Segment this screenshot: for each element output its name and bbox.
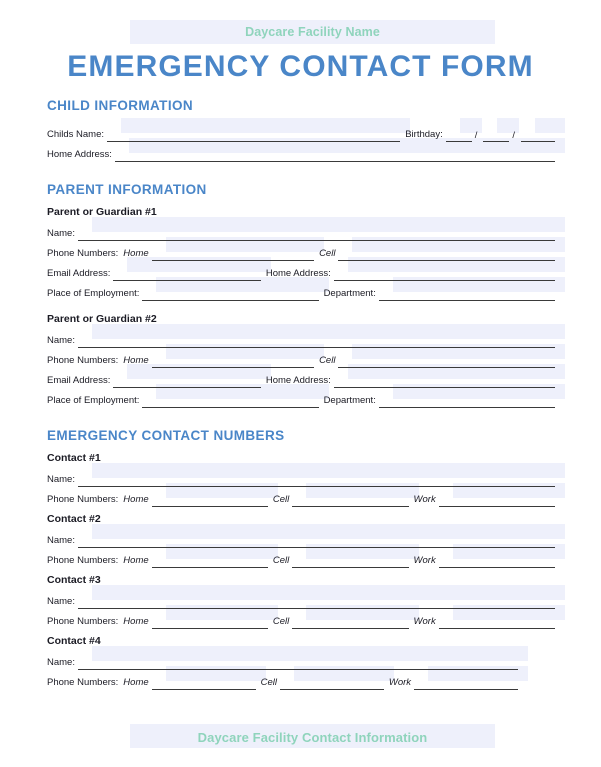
input-birthday-day[interactable] — [483, 129, 509, 142]
label-contact1-cell-phone: Cell — [272, 494, 290, 505]
label-parent1-email-address: Email Address: — [47, 268, 111, 279]
label-parent1-home-address: Home Address: — [265, 268, 331, 279]
label-parent2-cell-phone: Cell — [319, 355, 336, 366]
input-childs-name[interactable] — [107, 129, 400, 142]
label-parent1-name: Name: — [47, 228, 75, 239]
birthday-slash-2: / — [512, 130, 515, 141]
row-parent1-name — [47, 221, 555, 241]
input-child-home-address[interactable] — [115, 149, 555, 162]
input-contact1-name[interactable] — [78, 474, 555, 487]
row-child-home-address — [47, 142, 555, 162]
input-contact3-name[interactable] — [78, 596, 555, 609]
label-parent1-department: Department: — [323, 288, 376, 299]
input-parent1-cell-phone[interactable] — [338, 248, 555, 261]
label-contact4-cell-phone: Cell — [260, 677, 277, 688]
label-contact2-work-phone: Work — [413, 555, 436, 566]
input-parent1-place-of-employment[interactable] — [142, 288, 318, 301]
birthday-slash-1: / — [474, 130, 478, 141]
row-contact2-phones — [47, 548, 555, 568]
label-contact4-name: Name: — [47, 657, 75, 668]
label-parent2-department: Department: — [323, 395, 376, 406]
input-contact4-work-phone[interactable] — [414, 677, 518, 690]
input-parent2-home-phone[interactable] — [152, 355, 314, 368]
block-title-contact-1: Contact #1 — [47, 452, 101, 464]
label-contact1-home-phone: Home — [123, 494, 149, 505]
label-parent1-phone-numbers: Phone Numbers: — [47, 248, 119, 259]
input-parent1-department[interactable] — [379, 288, 555, 301]
label-parent1-home-phone: Home — [123, 248, 149, 259]
label-contact4-phone-numbers: Phone Numbers: — [47, 677, 119, 688]
block-title-contact-4: Contact #4 — [47, 635, 101, 647]
input-contact4-home-phone[interactable] — [152, 677, 256, 690]
form-content — [47, 98, 555, 690]
label-parent1-place-of-employment: Place of Employment: — [47, 288, 140, 299]
label-parent2-phone-numbers: Phone Numbers: — [47, 355, 119, 366]
label-parent2-place-of-employment: Place of Employment: — [47, 395, 140, 406]
label-parent2-email-address: Email Address: — [47, 375, 111, 386]
input-parent2-name[interactable] — [78, 335, 555, 348]
label-contact2-cell-phone: Cell — [272, 555, 290, 566]
input-contact1-home-phone[interactable] — [152, 494, 268, 507]
block-title-parent-1: Parent or Guardian #1 — [47, 206, 157, 218]
page-title: EMERGENCY CONTACT FORM — [67, 50, 534, 83]
label-birthday: Birthday: — [405, 129, 443, 140]
input-parent2-email-address[interactable] — [113, 375, 260, 388]
row-parent1-email-address — [47, 261, 555, 281]
label-contact3-cell-phone: Cell — [272, 616, 290, 627]
row-contact3-phones — [47, 609, 555, 629]
section-heading-child-information: CHILD INFORMATION — [47, 98, 194, 113]
input-contact1-work-phone[interactable] — [439, 494, 555, 507]
label-contact3-home-phone: Home — [123, 616, 149, 627]
label-contact2-home-phone: Home — [123, 555, 149, 566]
input-contact1-cell-phone[interactable] — [292, 494, 408, 507]
input-contact4-name[interactable] — [78, 657, 518, 670]
label-contact3-work-phone: Work — [413, 616, 436, 627]
label-contact3-phone-numbers: Phone Numbers: — [47, 616, 119, 627]
row-parent2-phones — [47, 348, 555, 368]
input-parent2-cell-phone[interactable] — [338, 355, 555, 368]
row-parent2-employment — [47, 388, 555, 408]
label-contact1-name: Name: — [47, 474, 75, 485]
row-parent2-name — [47, 328, 555, 348]
input-contact4-cell-phone[interactable] — [280, 677, 384, 690]
block-title-contact-3: Contact #3 — [47, 574, 101, 586]
label-contact1-work-phone: Work — [413, 494, 436, 505]
block-title-parent-2: Parent or Guardian #2 — [47, 313, 157, 325]
input-parent1-name[interactable] — [78, 228, 555, 241]
input-parent2-home-address[interactable] — [334, 375, 555, 388]
input-parent1-home-address[interactable] — [334, 268, 555, 281]
label-contact1-phone-numbers: Phone Numbers: — [47, 494, 119, 505]
label-contact2-name: Name: — [47, 535, 75, 546]
label-contact4-home-phone: Home — [123, 677, 149, 688]
input-contact2-home-phone[interactable] — [152, 555, 268, 568]
input-contact2-name[interactable] — [78, 535, 555, 548]
input-contact3-home-phone[interactable] — [152, 616, 268, 629]
section-heading-emergency-contact-numbers: EMERGENCY CONTACT NUMBERS — [47, 428, 285, 443]
label-parent2-home-phone: Home — [123, 355, 149, 366]
label-contact2-phone-numbers: Phone Numbers: — [47, 555, 119, 566]
label-parent2-home-address: Home Address: — [265, 375, 331, 386]
label-contact3-name: Name: — [47, 596, 75, 607]
row-contact3-name — [47, 589, 555, 609]
row-contact2-name — [47, 528, 555, 548]
block-title-contact-2: Contact #2 — [47, 513, 101, 525]
label-child-home-address: Home Address: — [47, 149, 112, 160]
label-parent2-name: Name: — [47, 335, 75, 346]
input-birthday-year[interactable] — [521, 129, 555, 142]
row-parent1-employment — [47, 281, 555, 301]
facility-contact-information-footer: Daycare Facility Contact Information — [197, 730, 428, 745]
facility-name-header: Daycare Facility Name — [245, 25, 380, 39]
input-contact2-cell-phone[interactable] — [292, 555, 408, 568]
row-parent1-phones — [47, 241, 555, 261]
input-birthday-month[interactable] — [446, 129, 472, 142]
input-contact3-work-phone[interactable] — [439, 616, 555, 629]
input-parent2-department[interactable] — [379, 395, 555, 408]
label-contact4-work-phone: Work — [388, 677, 412, 688]
input-parent1-email-address[interactable] — [113, 268, 260, 281]
row-contact4-name — [47, 650, 555, 670]
input-parent1-home-phone[interactable] — [152, 248, 314, 261]
row-parent2-email-address — [47, 368, 555, 388]
input-contact2-work-phone[interactable] — [439, 555, 555, 568]
input-contact3-cell-phone[interactable] — [292, 616, 408, 629]
row-contact4-phones — [47, 670, 555, 690]
section-heading-parent-information: PARENT INFORMATION — [47, 182, 207, 197]
row-contact1-name — [47, 467, 555, 487]
row-contact1-phones — [47, 487, 555, 507]
input-parent2-place-of-employment[interactable] — [142, 395, 318, 408]
label-childs-name: Childs Name: — [47, 129, 105, 140]
label-parent1-cell-phone: Cell — [319, 248, 336, 259]
row-childs-name — [47, 122, 555, 142]
